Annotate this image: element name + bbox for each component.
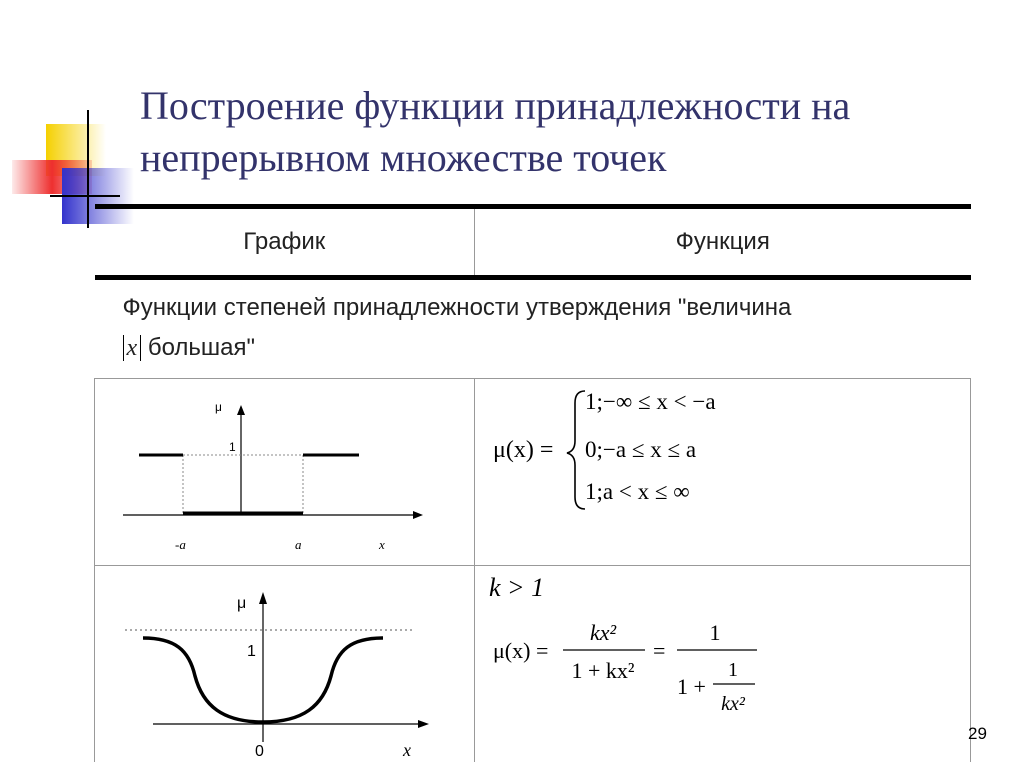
formula-cell-smooth — [475, 566, 971, 763]
tick-label-a: a — [295, 537, 302, 552]
x-axis-arrow — [413, 511, 423, 519]
table-row — [95, 379, 971, 566]
y-axis-arrow — [259, 592, 267, 604]
formula-lhs: μ(x) = — [493, 638, 549, 663]
membership-function-table — [94, 204, 971, 762]
step-function-graph — [95, 379, 475, 565]
slide-number: 29 — [968, 724, 987, 743]
level-label: 1 — [247, 643, 256, 660]
level-label: 1 — [229, 440, 236, 454]
table-header-row — [95, 207, 971, 278]
condition-k: k > 1 — [489, 573, 545, 602]
smooth-function-formula — [475, 566, 971, 762]
inner-denominator: kx² — [721, 693, 745, 715]
case-1: 1;−∞ ≤ x < −a — [585, 389, 716, 414]
frac1-numerator: kx² — [589, 620, 617, 645]
y-axis-label: μ — [215, 400, 222, 414]
section-var-abs: x — [123, 335, 142, 361]
equals-sign: = — [653, 638, 666, 663]
smooth-function-graph — [95, 566, 475, 762]
graph-cell-step — [95, 379, 475, 566]
tick-label-minus-a: -a — [175, 537, 186, 552]
y-axis-label: μ — [237, 595, 247, 612]
table-row — [95, 566, 971, 763]
slide-title: Построение функции принадлежности на непрерывном множестве точек — [140, 83, 851, 180]
formula-cell-step — [475, 379, 971, 566]
x-axis-arrow — [418, 720, 429, 728]
case-2: 0;−a ≤ x ≤ a — [585, 437, 697, 462]
x-axis-label: x — [379, 537, 385, 552]
origin-label: 0 — [255, 743, 264, 760]
section-row — [95, 278, 971, 379]
frac2-numerator: 1 — [709, 620, 721, 645]
frac2-denominator-prefix: 1 + — [677, 674, 706, 699]
section-caption — [95, 278, 971, 379]
case-brace — [567, 391, 585, 509]
step-function-formula — [475, 379, 971, 565]
section-text-after: большая" — [141, 334, 256, 361]
x-axis-label: x — [403, 740, 411, 760]
inner-numerator: 1 — [728, 659, 738, 681]
header-function: Функция — [475, 207, 971, 278]
graph-cell-smooth — [95, 566, 475, 763]
y-axis-arrow — [237, 405, 245, 415]
header-graph: График — [95, 207, 475, 278]
formula-lhs: μ(x) = — [493, 437, 554, 463]
section-text-before: Функции степеней принадлежности утверждения "величина — [122, 294, 792, 321]
case-3: 1;a < x ≤ ∞ — [585, 479, 690, 504]
frac1-denominator: 1 + kx² — [571, 658, 635, 683]
